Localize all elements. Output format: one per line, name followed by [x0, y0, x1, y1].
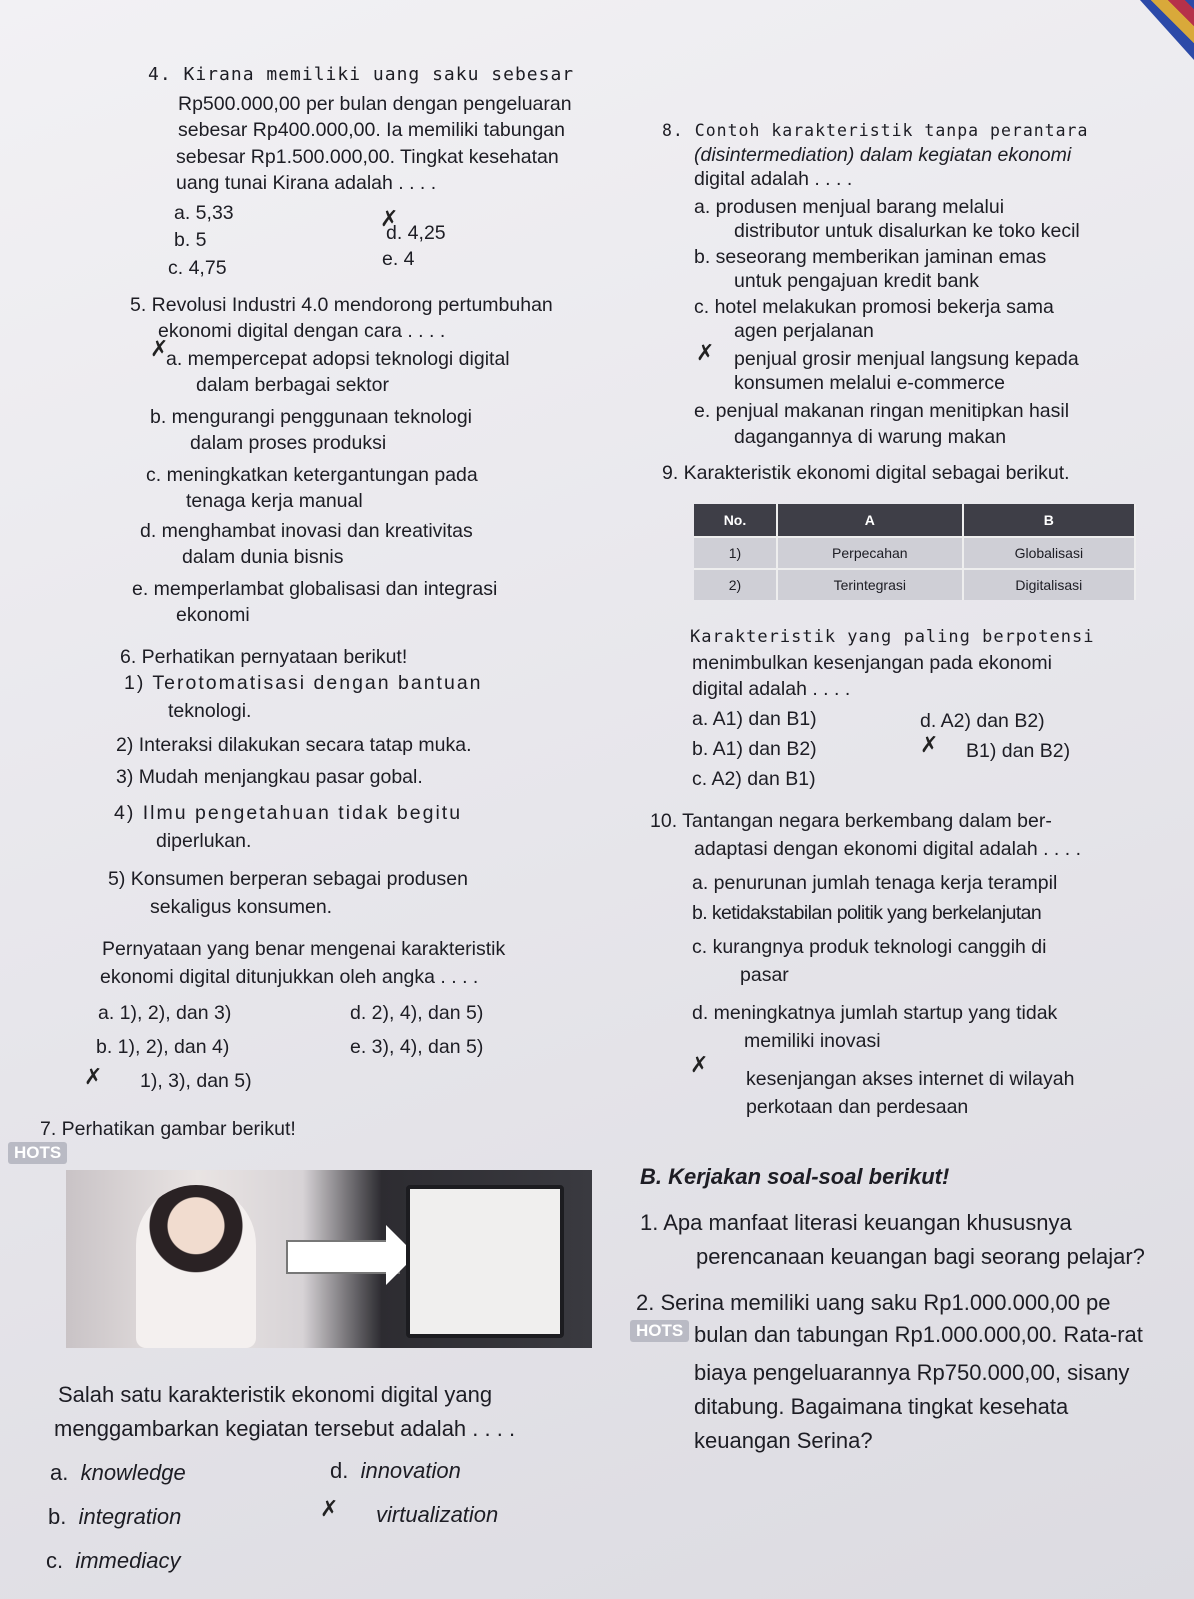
- section-b-q1-line-1: 1. Apa manfaat literasi keuangan khususnya: [640, 1210, 1072, 1235]
- q5-option-c-1: c. meningkatkan ketergantungan pada: [146, 464, 478, 486]
- q5-option-d-1: d. menghambat inovasi dan kreativitas: [140, 520, 473, 542]
- q6-statement-5a: 5) Konsumen berperan sebagai produsen: [108, 868, 468, 890]
- q9-option-a: a. A1) dan B1): [692, 708, 817, 730]
- q10-option-b: b. ketidakstabilan politik yang berkelanjutan: [692, 902, 1042, 924]
- q5-option-b-2: dalam proses produksi: [190, 432, 387, 454]
- q7-option-c: c. immediacy: [46, 1548, 181, 1573]
- q9-prompt-2: menimbulkan kesenjangan pada ekonomi: [692, 652, 1052, 674]
- q6-option-c: 1), 3), dan 5): [140, 1070, 252, 1092]
- q6-statement-1b: teknologi.: [168, 700, 252, 722]
- arrow-icon: [286, 1240, 400, 1274]
- checkmark-icon: ✗: [380, 206, 399, 231]
- q8-option-c-2: agen perjalanan: [734, 320, 874, 342]
- table-row: [694, 537, 1135, 569]
- q10-option-d-1: d. meningkatnya jumlah startup yang tidak: [692, 1002, 1058, 1024]
- section-b-q1-line-2: perencanaan keuangan bagi seorang pelajar?: [696, 1244, 1145, 1269]
- q4-line-3: sebesar Rp400.000,00. Ia memiliki tabungan: [178, 119, 565, 141]
- section-b-q2-line-2: bulan dan tabungan Rp1.000.000,00. Rata-rat: [694, 1322, 1143, 1347]
- illustration-photo: [66, 1170, 592, 1348]
- section-b-q2-line-1: 2. Serina memiliki uang saku Rp1.000.000,00 pe: [636, 1290, 1111, 1315]
- q8-option-a-2: distributor untuk disalurkan ke toko kecil: [734, 220, 1080, 242]
- q9-option-c: c. A2) dan B1): [692, 768, 816, 790]
- q4-option-e: e. 4: [382, 248, 415, 270]
- hots-badge: HOTS: [8, 1142, 67, 1164]
- q8-option-e-2: dagangannya di warung makan: [734, 426, 1007, 448]
- q5-option-c-2: tenaga kerja manual: [186, 490, 363, 512]
- q6-prompt-1: Pernyataan yang benar mengenai karakteristik: [102, 938, 506, 960]
- q4-line-5: uang tunai Kirana adalah . . . .: [176, 172, 437, 194]
- q10-option-c-2: pasar: [740, 964, 789, 986]
- q8-line-3: digital adalah . . . .: [694, 168, 853, 190]
- table-cell: Digitalisasi: [963, 569, 1135, 600]
- q7-option-d: d. innovation: [330, 1458, 461, 1483]
- q5-option-a-1: a. mempercepat adopsi teknologi digital: [166, 348, 510, 370]
- q9-option-e: B1) dan B2): [966, 740, 1071, 762]
- q10-option-c-1: c. kurangnya produk teknologi canggih di: [692, 936, 1047, 958]
- q6-title: 6. Perhatikan pernyataan berikut!: [120, 646, 408, 668]
- q4-line-4: sebesar Rp1.500.000,00. Tingkat kesehatan: [176, 146, 559, 168]
- table-cell: 1): [694, 537, 777, 569]
- table-cell: Globalisasi: [963, 537, 1135, 569]
- q6-statement-3: 3) Mudah menjangkau pasar gobal.: [116, 766, 423, 788]
- table-cell: Perpecahan: [777, 537, 963, 569]
- woman-shopping-image: [136, 1185, 256, 1348]
- q6-option-a: a. 1), 2), dan 3): [98, 1002, 232, 1024]
- q9-title: 9. Karakteristik ekonomi digital sebagai berikut.: [662, 462, 1070, 484]
- q10-line-2: adaptasi dengan ekonomi digital adalah . . . .: [694, 838, 1082, 860]
- q5-option-e-1: e. memperlambat globalisasi dan integrasi: [132, 578, 498, 600]
- q7-option-b: b. integration: [48, 1504, 182, 1529]
- q4-option-b: b. 5: [174, 229, 207, 251]
- section-b-q2-line-5: keuangan Serina?: [694, 1428, 873, 1453]
- q4-option-c: c. 4,75: [168, 257, 227, 279]
- q6-option-d: d. 2), 4), dan 5): [350, 1002, 484, 1024]
- q8-option-b-1: b. seseorang memberikan jaminan emas: [694, 246, 1047, 268]
- checkmark-icon: ✗: [150, 336, 169, 361]
- q6-statement-2: 2) Interaksi dilakukan secara tatap muka.: [116, 734, 472, 756]
- q5-option-a-2: dalam berbagai sektor: [196, 374, 389, 396]
- q7-prompt-1: Salah satu karakteristik ekonomi digital yang: [58, 1382, 493, 1407]
- q6-statement-4b: diperlukan.: [156, 830, 252, 852]
- q8-option-e-1: e. penjual makanan ringan menitipkan hasil: [694, 400, 1070, 422]
- q9-option-b: b. A1) dan B2): [692, 738, 817, 760]
- table-header-row: [694, 504, 1135, 537]
- q5-line-1: 5. Revolusi Industri 4.0 mendorong pertumbuhan: [130, 294, 553, 316]
- q6-option-b: b. 1), 2), dan 4): [96, 1036, 230, 1058]
- q8-line-2: (disintermediation) dalam kegiatan ekonomi: [694, 144, 1072, 166]
- laptop-icon: [406, 1185, 564, 1338]
- table-header: A: [777, 504, 963, 537]
- q5-option-b-1: b. mengurangi penggunaan teknologi: [150, 406, 473, 428]
- table-row: [694, 569, 1135, 600]
- q8-option-d-2: konsumen melalui e-commerce: [734, 372, 1005, 394]
- q10-line-1: 10. Tantangan negara berkembang dalam ber-: [650, 810, 1052, 832]
- q9-prompt-3: digital adalah . . . .: [692, 678, 851, 700]
- q8-option-b-2: untuk pengajuan kredit bank: [734, 270, 980, 292]
- q5-line-2: ekonomi digital dengan cara . . . .: [158, 320, 446, 342]
- q7-option-e: virtualization: [376, 1502, 499, 1527]
- q5-option-e-2: ekonomi: [176, 604, 250, 626]
- q7-option-a: a. knowledge: [50, 1460, 186, 1485]
- q8-option-a-1: a. produsen menjual barang melalui: [694, 196, 1005, 218]
- checkmark-icon: ✗: [920, 732, 939, 757]
- q10-option-a: a. penurunan jumlah tenaga kerja terampil: [692, 872, 1058, 894]
- section-b-title: B. Kerjakan soal-soal berikut!: [640, 1164, 950, 1189]
- q8-option-c-1: c. hotel melakukan promosi bekerja sama: [694, 296, 1054, 318]
- q4-option-d: d. 4,25: [386, 222, 446, 244]
- checkmark-icon: ✗: [696, 340, 715, 365]
- section-b-q2-line-3: biaya pengeluarannya Rp750.000,00, sisany: [694, 1360, 1130, 1385]
- q8-line-1: 8. Contoh karakteristik tanpa perantara: [662, 121, 1089, 140]
- section-b-q2-line-4: ditabung. Bagaimana tingkat kesehata: [694, 1394, 1069, 1419]
- q8-option-d-1: penjual grosir menjual langsung kepada: [734, 348, 1079, 370]
- hots-badge: HOTS: [630, 1320, 689, 1342]
- q6-statement-5b: sekaligus konsumen.: [150, 896, 333, 918]
- checkmark-icon: ✗: [84, 1064, 103, 1089]
- q4-line-1: 4. Kirana memiliki uang saku sebesar: [148, 64, 575, 85]
- table-header: B: [963, 504, 1135, 537]
- q6-option-e: e. 3), 4), dan 5): [350, 1036, 484, 1058]
- q10-option-e-2: perkotaan dan perdesaan: [746, 1096, 969, 1118]
- q9-option-d: d. A2) dan B2): [920, 710, 1045, 732]
- table-header: No.: [694, 504, 777, 537]
- characteristics-table: [694, 504, 1136, 600]
- q6-statement-1a: 1) Terotomatisasi dengan bantuan: [124, 672, 483, 694]
- q5-option-d-2: dalam dunia bisnis: [182, 546, 344, 568]
- q7-title: 7. Perhatikan gambar berikut!: [40, 1118, 296, 1140]
- q10-option-d-2: memiliki inovasi: [744, 1030, 881, 1052]
- checkmark-icon: ✗: [320, 1496, 339, 1521]
- q6-prompt-2: ekonomi digital ditunjukkan oleh angka . . . .: [100, 966, 479, 988]
- table-cell: Terintegrasi: [777, 569, 963, 600]
- q9-prompt-1: Karakteristik yang paling berpotensi: [690, 627, 1095, 647]
- checkmark-icon: ✗: [690, 1052, 709, 1077]
- q4-option-a: a. 5,33: [174, 202, 234, 224]
- q10-option-e-1: kesenjangan akses internet di wilayah: [746, 1068, 1075, 1090]
- table-cell: 2): [694, 569, 777, 600]
- q4-line-2: Rp500.000,00 per bulan dengan pengeluaran: [178, 93, 572, 115]
- q6-statement-4a: 4) Ilmu pengetahuan tidak begitu: [114, 802, 463, 824]
- q7-prompt-2: menggambarkan kegiatan tersebut adalah . . . .: [54, 1416, 516, 1441]
